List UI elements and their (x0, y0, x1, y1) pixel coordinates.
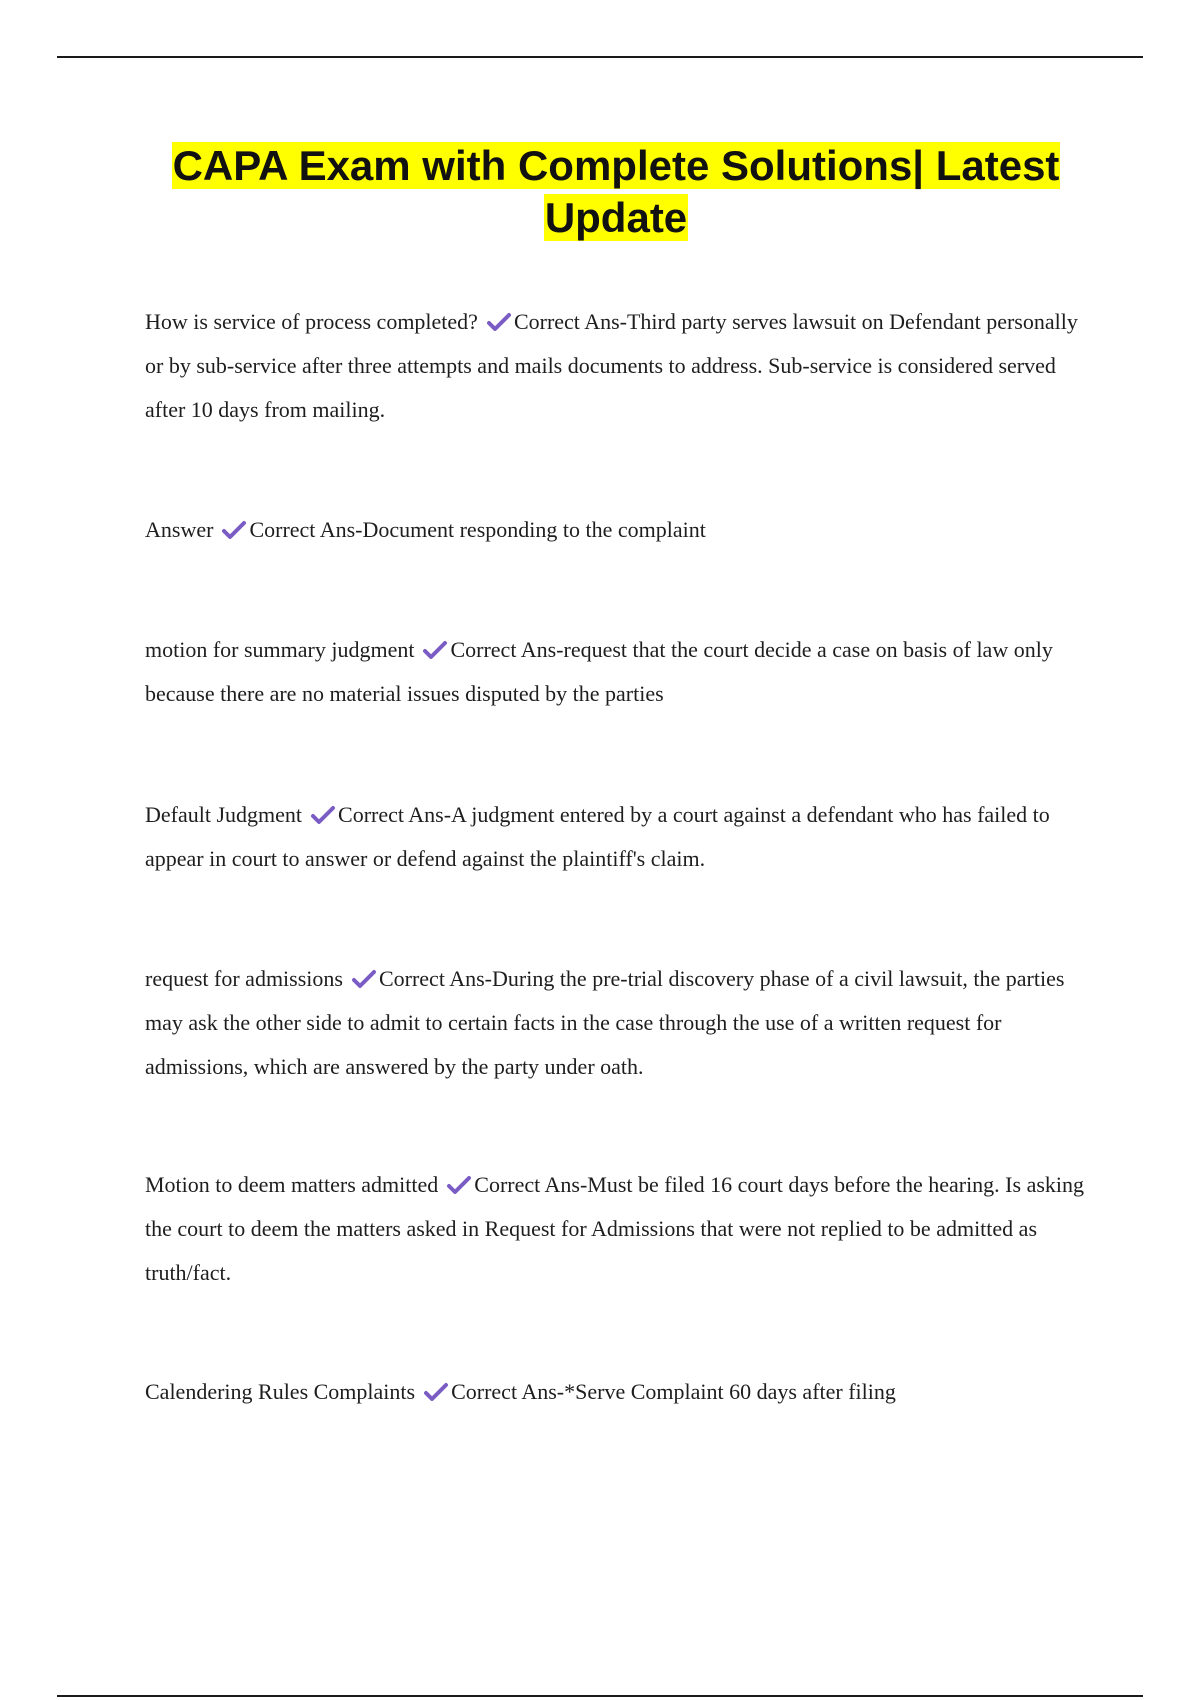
bottom-rule (57, 1695, 1143, 1697)
checkmark-icon (423, 1382, 449, 1402)
qa-entry (145, 1370, 1091, 1414)
qa-term: How is service of process completed? (145, 309, 478, 334)
title-line-2: Update (544, 194, 688, 241)
checkmark-icon (221, 520, 247, 540)
qa-answer: Correct Ans-Document responding to the complaint (249, 517, 706, 542)
qa-answer: Correct Ans-A judgment entered by a court against a defendant who has failed to appear in court to answer or defend against the plaintiff's claim. (145, 802, 1050, 871)
qa-term: Motion to deem matters admitted (145, 1172, 439, 1197)
checkmark-icon (422, 640, 448, 660)
qa-answer: Correct Ans-*Serve Complaint 60 days after filing (451, 1379, 896, 1404)
qa-entry (145, 508, 1091, 552)
qa-answer: Correct Ans-request that the court decide a case on basis of law only because there are no material issues disputed by the parties (145, 637, 1053, 706)
title-line-1: CAPA Exam with Complete Solutions| Latest (172, 142, 1060, 189)
qa-term: motion for summary judgment (145, 637, 415, 662)
qa-entry (145, 793, 1091, 881)
document-title (120, 140, 1112, 244)
qa-answer: Correct Ans-Must be filed 16 court days before the hearing. Is asking the court to deem the matters asked in Request for Admissions that were not replied to be admitted as truth/fact. (145, 1172, 1085, 1285)
checkmark-icon (486, 312, 512, 332)
qa-entry (145, 300, 1091, 432)
qa-entry (145, 957, 1091, 1089)
qa-entry (145, 628, 1091, 716)
qa-entry (145, 1163, 1091, 1295)
qa-term: Default Judgment (145, 802, 303, 827)
qa-answer: Correct Ans-Third party serves lawsuit on Defendant personally or by sub-service after three attempts and mails documents to address. Sub-service is considered served after 10 days from mailing. (145, 309, 1078, 422)
checkmark-icon (446, 1175, 472, 1195)
checkmark-icon (310, 805, 336, 825)
qa-answer: Correct Ans-During the pre-trial discovery phase of a civil lawsuit, the parties may ask the other side to admit to certain facts in the case through the use of a written request for admissions, which are answered by the party under oath. (145, 966, 1065, 1079)
qa-term: Answer (145, 517, 214, 542)
top-rule (57, 56, 1143, 58)
qa-term: Calendering Rules Complaints (145, 1379, 416, 1404)
qa-term: request for admissions (145, 966, 343, 991)
checkmark-icon (351, 969, 377, 989)
